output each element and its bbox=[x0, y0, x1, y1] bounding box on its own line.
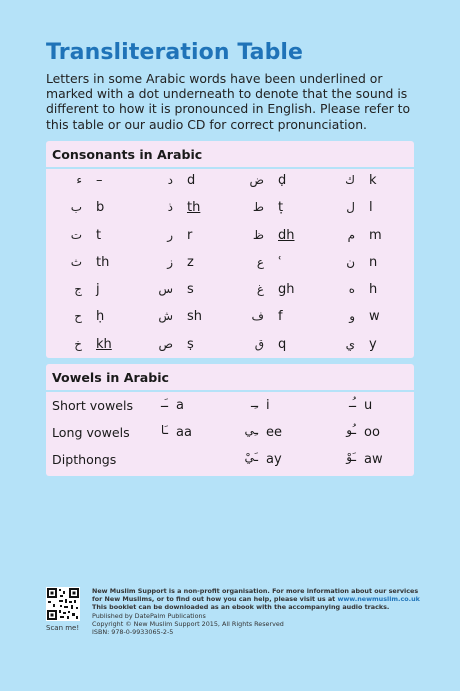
footer-publisher: Published by DatePalm Publications bbox=[92, 611, 206, 620]
consonants-heading: Consonants in Arabic bbox=[52, 147, 203, 162]
transliteration: k bbox=[369, 173, 377, 188]
consonant-row bbox=[46, 169, 414, 196]
arabic-letter: م bbox=[347, 227, 355, 242]
consonant-cell bbox=[143, 305, 235, 332]
arabic-letter: ح bbox=[74, 309, 82, 324]
arabic-letter: د bbox=[167, 173, 173, 187]
vowel-arabic: ـَـ bbox=[160, 396, 168, 410]
transliteration: ʿ bbox=[278, 254, 282, 270]
vowel-arabic: ـَا bbox=[160, 423, 168, 437]
website-link[interactable]: www.newmuslim.co.uk bbox=[337, 595, 420, 604]
footer-text bbox=[92, 587, 428, 636]
transliteration: dh bbox=[278, 227, 295, 243]
arabic-letter: ز bbox=[167, 254, 173, 269]
transliteration: q bbox=[278, 336, 287, 352]
arabic-letter: ر bbox=[167, 227, 173, 242]
arabic-letter: س bbox=[158, 282, 173, 297]
consonant-cell bbox=[234, 196, 326, 223]
consonant-cell bbox=[325, 169, 417, 196]
vowel-transliteration: aa bbox=[176, 425, 192, 440]
arabic-letter: ع bbox=[256, 254, 264, 269]
vowels-heading: Vowels in Arabic bbox=[52, 370, 170, 385]
transliteration: th bbox=[187, 200, 201, 216]
consonant-cell bbox=[234, 251, 326, 278]
qr-code-icon bbox=[46, 587, 80, 621]
consonant-cell bbox=[234, 224, 326, 251]
arabic-letter: غ bbox=[256, 282, 264, 297]
arabic-letter: ي bbox=[345, 336, 355, 351]
arabic-letter: ب bbox=[70, 200, 82, 215]
consonant-row bbox=[46, 224, 414, 251]
arabic-letter: ن bbox=[346, 254, 355, 269]
consonant-cell bbox=[325, 305, 417, 332]
footer-org-info: New Muslim Support is a non-profit organisation. For more information about our services for New Muslims, or to find out how you can help, please visit us at bbox=[92, 587, 419, 604]
transliteration: r bbox=[187, 227, 193, 243]
vowel-row bbox=[46, 448, 414, 475]
arabic-letter: ش bbox=[158, 309, 173, 324]
vowels-divider bbox=[46, 390, 414, 392]
arabic-letter: ج bbox=[74, 282, 82, 297]
transliteration: ḍ bbox=[278, 173, 287, 188]
consonant-cell bbox=[234, 305, 326, 332]
consonant-row bbox=[46, 196, 414, 223]
transliteration: gh bbox=[278, 282, 295, 298]
consonants-grid bbox=[46, 169, 414, 360]
consonants-panel bbox=[46, 141, 414, 358]
consonant-row bbox=[46, 333, 414, 360]
transliteration: z bbox=[187, 254, 194, 270]
consonant-cell bbox=[143, 196, 235, 223]
transliteration: sh bbox=[187, 309, 203, 325]
consonant-row bbox=[46, 305, 414, 332]
scan-label: Scan me! bbox=[46, 624, 80, 632]
vowel-row-label: Dipthongs bbox=[52, 452, 117, 467]
intro-paragraph: Letters in some Arabic words have been underlined or marked with a dot underneath to denote that the sound is different to how it is pronounced in English. Please refer to this table or our audio CD for correct pronunciation. bbox=[46, 71, 411, 132]
footer-ebook-note: This booklet can be downloaded as an ebook with the accompanying audio tracks. bbox=[92, 603, 390, 612]
consonant-cell bbox=[325, 251, 417, 278]
vowel-transliteration: u bbox=[364, 398, 373, 413]
transliteration: f bbox=[278, 309, 283, 325]
transliteration: ṭ bbox=[278, 200, 284, 216]
arabic-letter: ء bbox=[76, 173, 82, 187]
arabic-letter: ض bbox=[249, 173, 264, 187]
vowel-arabic: ـُو bbox=[346, 423, 356, 437]
consonant-cell bbox=[325, 333, 417, 360]
arabic-letter: ذ bbox=[167, 200, 173, 215]
transliteration: y bbox=[369, 336, 377, 352]
arabic-letter: ص bbox=[158, 336, 173, 351]
arabic-letter: ل bbox=[346, 200, 355, 215]
consonant-cell bbox=[52, 278, 144, 305]
transliteration: kh bbox=[96, 336, 112, 352]
transliteration: m bbox=[369, 227, 382, 243]
transliteration: w bbox=[369, 309, 380, 325]
vowel-row bbox=[46, 394, 414, 421]
vowel-transliteration: ay bbox=[266, 452, 282, 467]
footer-isbn: ISBN: 978-0-9933065-2-5 bbox=[92, 628, 174, 637]
qr-code[interactable] bbox=[46, 587, 80, 621]
transliteration: j bbox=[96, 282, 100, 298]
vowels-panel bbox=[46, 364, 414, 476]
vowel-transliteration: aw bbox=[364, 452, 383, 467]
consonant-row bbox=[46, 278, 414, 305]
consonant-cell bbox=[52, 251, 144, 278]
vowel-transliteration: i bbox=[266, 398, 270, 413]
transliteration: ṣ bbox=[187, 336, 194, 352]
vowel-row bbox=[46, 421, 414, 448]
transliteration: t bbox=[96, 227, 102, 243]
consonant-cell bbox=[143, 333, 235, 360]
consonant-row bbox=[46, 251, 414, 278]
consonant-cell bbox=[234, 169, 326, 196]
transliteration: n bbox=[369, 254, 378, 270]
consonant-cell bbox=[325, 278, 417, 305]
transliteration: d bbox=[187, 173, 196, 188]
consonant-cell bbox=[234, 333, 326, 360]
vowel-row-label: Short vowels bbox=[52, 398, 134, 413]
consonant-cell bbox=[52, 333, 144, 360]
consonant-cell bbox=[52, 305, 144, 332]
vowel-arabic: ـِي bbox=[244, 423, 258, 437]
vowel-arabic: ـُـ bbox=[348, 396, 356, 410]
transliteration: b bbox=[96, 200, 105, 216]
arabic-letter: ط bbox=[252, 200, 264, 215]
vowel-arabic: ـَيْ bbox=[244, 450, 258, 464]
consonant-cell bbox=[234, 278, 326, 305]
vowel-transliteration: a bbox=[176, 398, 184, 413]
arabic-letter: ف bbox=[251, 309, 264, 324]
arabic-letter: ق bbox=[254, 336, 264, 351]
vowel-arabic: ـَوْ bbox=[346, 450, 356, 464]
transliteration: s bbox=[187, 282, 194, 298]
consonant-cell bbox=[325, 196, 417, 223]
vowel-row-label: Long vowels bbox=[52, 425, 130, 440]
transliteration: ḥ bbox=[96, 309, 105, 325]
consonant-cell bbox=[143, 251, 235, 278]
arabic-letter: ه bbox=[348, 282, 355, 297]
consonant-cell bbox=[52, 196, 144, 223]
vowel-arabic: ـِـ bbox=[250, 396, 258, 410]
footer-copyright: Copyright © New Muslim Support 2015, All Rights Reserved bbox=[92, 619, 284, 628]
consonant-cell bbox=[52, 224, 144, 251]
transliteration: th bbox=[96, 254, 110, 270]
arabic-letter: و bbox=[349, 309, 355, 324]
consonant-cell bbox=[52, 169, 144, 196]
consonant-cell bbox=[325, 224, 417, 251]
arabic-letter: خ bbox=[74, 336, 82, 351]
arabic-letter: ث bbox=[70, 254, 82, 269]
consonant-cell bbox=[143, 278, 235, 305]
arabic-letter: ك bbox=[345, 173, 355, 187]
transliteration: – bbox=[96, 173, 103, 188]
consonant-cell bbox=[143, 224, 235, 251]
transliteration: h bbox=[369, 282, 378, 298]
transliteration: l bbox=[369, 200, 373, 216]
arabic-letter: ظ bbox=[252, 227, 264, 242]
vowel-transliteration: ee bbox=[266, 425, 282, 440]
page-title: Transliteration Table bbox=[46, 40, 304, 65]
consonant-cell bbox=[143, 169, 235, 196]
vowel-transliteration: oo bbox=[364, 425, 380, 440]
arabic-letter: ت bbox=[70, 227, 82, 242]
